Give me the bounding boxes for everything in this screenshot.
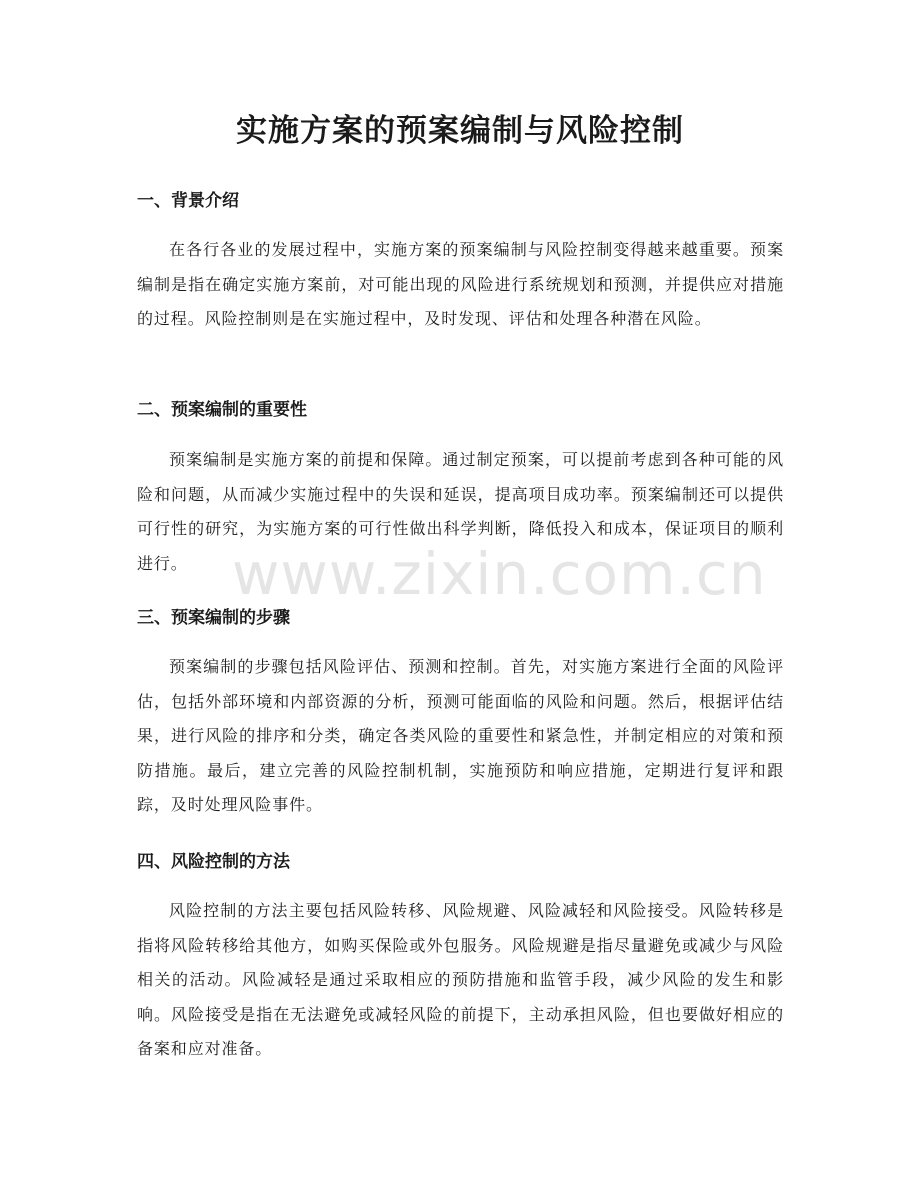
watermark-text: www.zixin.com.cn bbox=[232, 540, 767, 608]
section-paragraph-importance: 预案编制是实施方案的前提和保障。通过制定预案，可以提前考虑到各种可能的风险和问题，从而减少实施过程中的失误和延误，提高项目成功率。预案编制还可以提供可行性的研究，为实施方案的可行性做出科学判断，降低投入和成本，保证项目的顺利进行。 bbox=[137, 450, 784, 573]
section-heading-steps: 三、预案编制的步骤 bbox=[137, 608, 290, 628]
section-paragraph-background: 在各行各业的发展过程中，实施方案的预案编制与风险控制变得越来越重要。预案编制是指在确定实施方案前，对可能出现的风险进行系统规划和预测，并提供应对措施的过程。风险控制则是在实施过程中，及时发现、评估和处理各种潜在风险。 bbox=[137, 240, 784, 328]
document-title: 实施方案的预案编制与风险控制 bbox=[236, 113, 684, 149]
section-paragraph-methods: 风险控制的方法主要包括风险转移、风险规避、风险减轻和风险接受。风险转移是指将风险转移给其他方，如购买保险或外包服务。风险规避是指尽量避免或减少与风险相关的活动。风险减轻是通过采取相应的预防措施和监管手段，减少风险的发生和影响。风险接受是指在无法避免或减轻风险的前提下，主动承担风险，但也要做好相应的备案和应对准备。 bbox=[137, 901, 784, 1058]
section-heading-background: 一、背景介绍 bbox=[137, 191, 239, 211]
section-paragraph-steps: 预案编制的步骤包括风险评估、预测和控制。首先，对实施方案进行全面的风险评估，包括外部环境和内部资源的分析，预测可能面临的风险和问题。然后，根据评估结果，进行风险的排序和分类，确定各类风险的重要性和紧急性，并制定相应的对策和预防措施。最后，建立完善的风险控制机制，实施预防和响应措施，定期进行复评和跟踪，及时处理风险事件。 bbox=[137, 657, 784, 814]
section-heading-methods: 四、风险控制的方法 bbox=[137, 852, 290, 872]
section-heading-importance: 二、预案编制的重要性 bbox=[137, 400, 307, 420]
